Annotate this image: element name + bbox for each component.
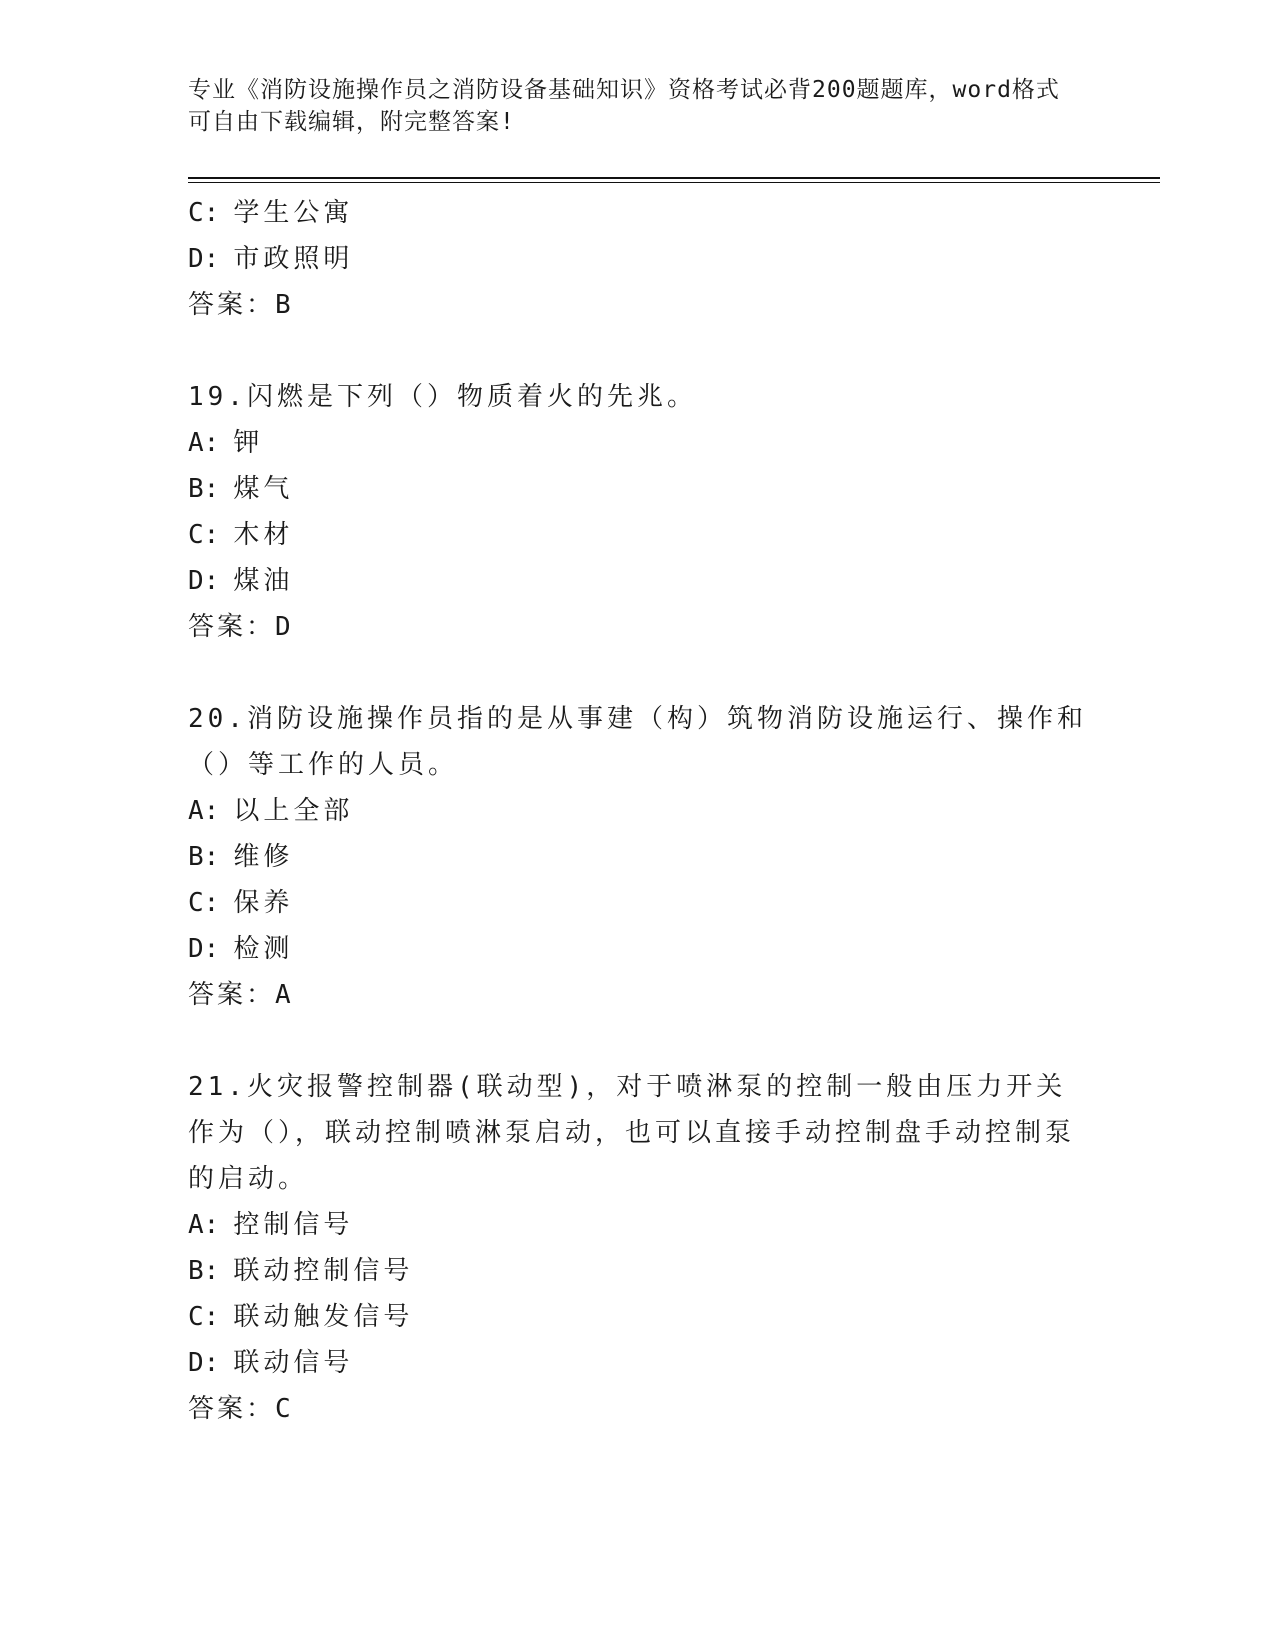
option-c: C: 保养 (188, 888, 294, 918)
option-d: D: 市政照明 (188, 244, 354, 274)
option-c: C: 学生公寓 (188, 198, 354, 228)
option-d: D: 联动信号 (188, 1348, 354, 1378)
option-c: C: 联动触发信号 (188, 1302, 414, 1332)
question-stem: 19.闪燃是下列（）物质着火的先兆。 (188, 382, 697, 412)
option-b: B: 维修 (188, 842, 294, 872)
document-header: 专业《消防设施操作员之消防设备基础知识》资格考试必背200题题库，word格式可自由下载编辑，附完整答案! (188, 77, 1060, 135)
answer-line: 答案：D (188, 612, 294, 642)
prev-question-block (188, 190, 1088, 328)
question-content (188, 190, 1088, 1432)
question-stem: 21.火灾报警控制器(联动型)，对于喷淋泵的控制一般由压力开关作为（），联动控制喷淋泵启动，也可以直接手动控制盘手动控制泵的启动。 (188, 1072, 1076, 1194)
answer-line: 答案：C (188, 1394, 294, 1424)
option-a: A: 控制信号 (188, 1210, 354, 1240)
header-divider-thin (188, 182, 1160, 183)
answer-line: 答案：A (188, 980, 294, 1010)
option-d: D: 检测 (188, 934, 294, 964)
question-stem: 20.消防设施操作员指的是从事建（构）筑物消防设施运行、操作和（）等工作的人员。 (188, 704, 1087, 780)
option-d: D: 煤油 (188, 566, 294, 596)
option-b: B: 联动控制信号 (188, 1256, 414, 1286)
option-b: B: 煤气 (188, 474, 294, 504)
question-19 (188, 374, 1088, 650)
option-a: A: 以上全部 (188, 796, 354, 826)
question-21 (188, 1064, 1088, 1432)
answer-line: 答案：B (188, 290, 294, 320)
option-c: C: 木材 (188, 520, 294, 550)
option-a: A: 钾 (188, 428, 264, 458)
header-divider-thick (188, 177, 1160, 179)
question-20 (188, 696, 1088, 1018)
